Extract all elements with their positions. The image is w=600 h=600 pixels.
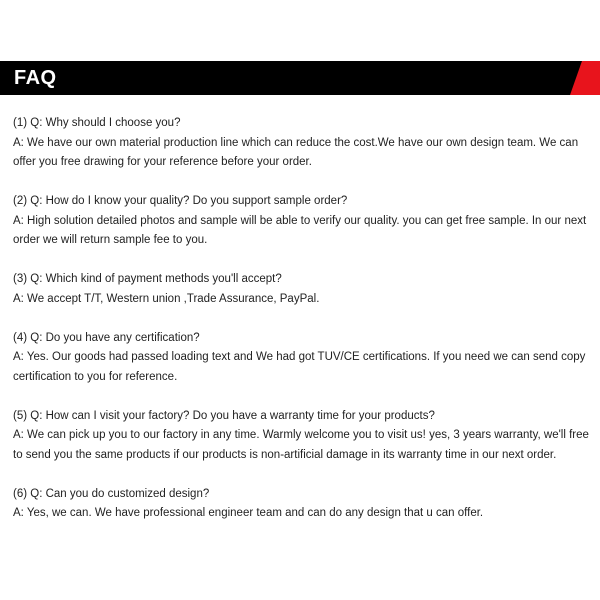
faq-question: (4) Q: Do you have any certification? bbox=[13, 331, 200, 344]
faq-title: FAQ bbox=[14, 67, 57, 89]
faq-question: (5) Q: How can I visit your factory? Do you have a warranty time for your products? bbox=[13, 409, 435, 422]
faq-answer: A: Yes. Our goods had passed loading text and We had got TUV/CE certifications. If you need we can send copy certification to you for reference. bbox=[13, 351, 586, 383]
faq-header-bar bbox=[0, 61, 600, 95]
faq-item-5 bbox=[13, 407, 593, 466]
faq-answer: A: We can pick up you to our factory in any time. Warmly welcome you to visit us! yes, 3 years warranty, we'll free to send you the same products if our products is non-artificial damage in its warranty time in our next order. bbox=[13, 429, 589, 461]
header-accent-stripe bbox=[570, 61, 600, 95]
faq-list bbox=[13, 114, 593, 543]
faq-answer: A: We accept T/T, Western union ,Trade Assurance, PayPal. bbox=[13, 292, 320, 305]
faq-item-3 bbox=[13, 270, 593, 309]
faq-question: (6) Q: Can you do customized design? bbox=[13, 487, 210, 500]
faq-answer: A: High solution detailed photos and sample will be able to verify our quality. you can get free sample. In our next order we will return sample fee to you. bbox=[13, 214, 587, 246]
faq-question: (3) Q: Which kind of payment methods you'll accept? bbox=[13, 273, 282, 285]
faq-item-1 bbox=[13, 114, 593, 173]
faq-answer: A: Yes, we can. We have professional engineer team and can do any design that u can offer. bbox=[13, 507, 484, 519]
faq-item-2 bbox=[13, 192, 593, 251]
faq-item-6 bbox=[13, 485, 593, 524]
faq-answer: A: We have our own material production line which can reduce the cost.We have our own design team. We can offer you free drawing for your reference before your order. bbox=[13, 136, 579, 168]
faq-question: (1) Q: Why should I choose you? bbox=[13, 117, 181, 129]
faq-item-4 bbox=[13, 329, 593, 388]
faq-question: (2) Q: How do I know your quality? Do you support sample order? bbox=[13, 195, 348, 207]
